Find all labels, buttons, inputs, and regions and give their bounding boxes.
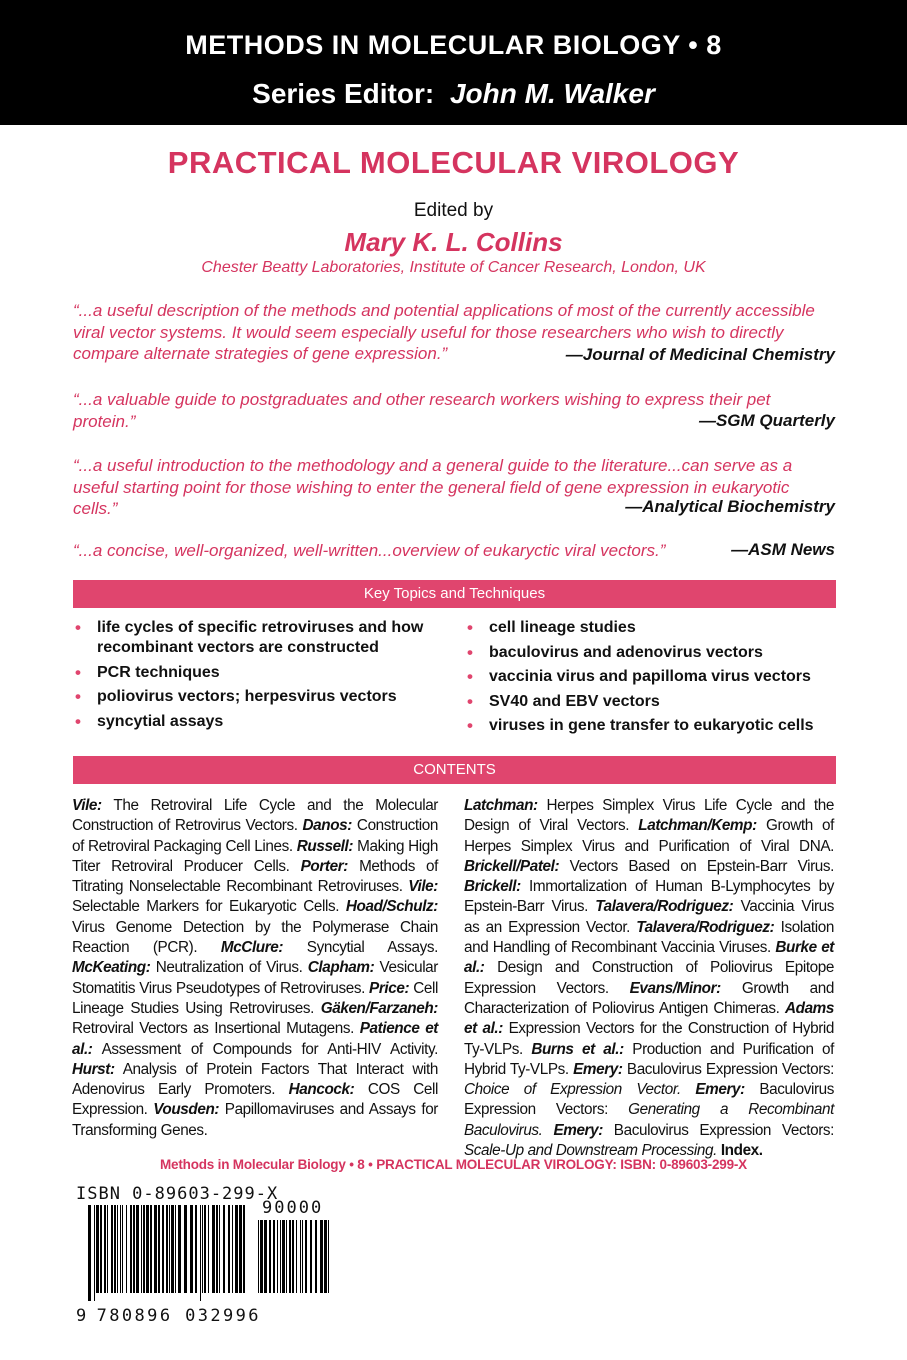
contents-chapter-title: Vaccinia Virus as an Expression Vector. — [464, 898, 834, 936]
contents-author: Vile: — [72, 797, 102, 814]
review-source: —SGM Quarterly — [698, 411, 835, 430]
contents-author: Burns et al.: — [531, 1040, 624, 1058]
barcode-bar — [100, 1205, 102, 1293]
barcode-bar — [104, 1205, 106, 1293]
contents-chapter-title: Syncytial Assays. — [283, 939, 438, 957]
list-item: • baculovirus and adenovirus vectors — [465, 643, 845, 663]
book-title: PRACTICAL MOLECULAR VIROLOGY — [167, 145, 740, 180]
barcode-bar — [235, 1205, 238, 1293]
contents-chapter-title: Production and Purification of Hybrid Ty-VLPs. — [464, 1040, 834, 1078]
list-item: • cell lineage studies — [465, 618, 845, 638]
barcode-bar — [300, 1220, 301, 1293]
barcode-bar — [169, 1205, 170, 1293]
review-quote: “...a useful description of the methods and potential applications of most of the currently accessible viral vector systems. It would seem especially useful for those researchers who wish to directly compare alternate strategies of gene expression.” — [73, 301, 815, 363]
contents-chapter-title: Making High Titer Retroviral Producer Cells. — [72, 837, 438, 875]
barcode-bar — [280, 1220, 281, 1293]
contents-author: Talavera/Rodriguez: — [636, 918, 775, 936]
contents-chapter-title: Design and Construction of Poliovirus Epitope Expression Vectors. — [464, 959, 834, 997]
contents-chapter-title: Retroviral Vectors as Insertional Mutagens. — [72, 1020, 360, 1038]
barcode-bar — [130, 1205, 132, 1293]
contents-author: Latchman: — [464, 797, 538, 814]
contents-chapter-title: Virus Genome Detection by the Polymerase Chain Reaction (PCR). — [72, 918, 438, 957]
review-source: —Journal of Medicinal Chemistry — [565, 345, 835, 364]
contents-chapter-subtitle: Scale-Up and Downstream Processing. — [464, 1142, 717, 1160]
series-title: METHODS IN MOLECULAR BIOLOGY • 8 — [185, 30, 722, 60]
contents-author: Brickell/Patel: — [464, 857, 560, 875]
barcode-bar — [273, 1220, 275, 1293]
contents-author: Emery: — [695, 1081, 745, 1099]
barcode-bar — [133, 1205, 135, 1293]
addon-barcode — [258, 1220, 332, 1301]
barcode-bar — [277, 1220, 278, 1293]
contents-chapter-title: Growth of Herpes Simplex Virus and Purification of Viral DNA. — [464, 817, 834, 855]
review-quote: “...a concise, well-organized, well-written...overview of eukaryctic viral vectors.” — [73, 541, 666, 560]
contents-chapter-title: Baculovirus Expression Vectors: — [464, 1081, 834, 1119]
contents-chapter-title: Isolation and Handling of Recombinant Vaccinia Viruses. — [464, 918, 834, 957]
barcode-bar — [315, 1220, 317, 1293]
list-item: • viruses in gene transfer to eukaryotic cells — [465, 716, 845, 736]
ean-first-digit: 9 — [76, 1306, 89, 1326]
list-item: • poliovirus vectors; herpesvirus vectors — [73, 687, 433, 707]
series-editor-name: John M. Walker — [449, 78, 655, 109]
contents-chapter-title: Immortalization of Human B-Lymphocytes by Epstein-Barr Virus. — [464, 878, 834, 916]
contents-chapter-title: Cell Lineage Studies Using Retroviruses. — [72, 979, 439, 1017]
barcode-bar — [122, 1205, 123, 1293]
barcode-bar — [243, 1205, 245, 1293]
contents-author: McClure: — [220, 939, 284, 957]
barcode-bar — [320, 1220, 323, 1293]
contents-author: Evans/Minor: — [629, 979, 721, 997]
series-isbn-line: Methods in Molecular Biology • 8 • PRACTICAL MOLECULAR VIROLOGY: ISBN: 0-89603-299-X — [160, 1157, 747, 1172]
ean-digits: 780896 032996 — [96, 1306, 261, 1326]
contents-chapter-title: Vectors Based on Epstein-Barr Virus. — [559, 857, 834, 875]
ean-barcode — [88, 1205, 246, 1301]
contents-author: Clapham: — [307, 959, 375, 977]
contents-chapter-title: Assessment of Compounds for Anti-HIV Activity. — [92, 1040, 438, 1058]
contents-author: Burke et al.: — [464, 939, 835, 977]
barcode-bar — [208, 1205, 209, 1293]
contents-author: McKeating: — [72, 959, 151, 977]
barcode-bar — [158, 1205, 160, 1293]
contents-column-right — [464, 796, 834, 1161]
barcode-bar — [117, 1205, 118, 1293]
barcode-bar — [302, 1220, 303, 1293]
contents-author: Hurst: — [72, 1060, 115, 1078]
barcode-bar — [282, 1220, 285, 1293]
barcode-bar — [239, 1205, 242, 1293]
contents-chapter-subtitle: Choice of Expression Vector. — [464, 1081, 681, 1099]
barcode-bar — [111, 1205, 113, 1293]
barcode-bar — [200, 1205, 201, 1301]
contents-column-left — [72, 796, 438, 1141]
contents-chapter-title: Expression Vectors for the Construction of Hybrid Ty-VLPs. — [464, 1020, 834, 1058]
barcode-bar — [310, 1220, 312, 1293]
barcode-bar — [260, 1220, 263, 1293]
barcode-bar — [126, 1205, 127, 1293]
review-quote: “...a valuable guide to postgraduates and other research workers wishing to express their pet protein.” — [73, 390, 771, 431]
contents-author: Latchman/Kemp: — [638, 817, 757, 835]
contents-chapter-title: The Retroviral Life Cycle and the Molecular Construction of Retrovirus Vectors. — [72, 797, 438, 835]
author-name: Mary K. L. Collins — [344, 227, 563, 257]
barcode-bar — [96, 1205, 99, 1293]
contents-author: Talavera/Rodriguez: — [595, 898, 734, 916]
contents-author: Brickell: — [464, 878, 521, 896]
barcode-bar — [212, 1205, 215, 1293]
edited-by: Edited by — [413, 200, 494, 221]
barcode-bar — [146, 1205, 149, 1293]
barcode-bar — [232, 1205, 233, 1293]
contents-chapter-title: Analysis of Protein Factors That Interact with Adenovirus Early Promoters. — [72, 1060, 438, 1099]
author-affiliation: Chester Beatty Laboratories, Institute of Cancer Research, London, UK — [201, 259, 706, 276]
barcode-bar — [107, 1205, 108, 1293]
contents-chapter-title: COS Cell Expression. — [72, 1081, 439, 1119]
barcode-bar — [289, 1220, 291, 1293]
barcode-bar — [166, 1205, 168, 1293]
contents-chapter-title: Growth and Characterization of Poliovirus Antigen Chimeras. — [464, 979, 834, 1017]
series-editor-label: Series Editor: — [252, 78, 435, 109]
barcode-bar — [175, 1205, 176, 1293]
barcode-bar — [94, 1205, 95, 1301]
barcode-bar — [150, 1205, 152, 1293]
contents-chapter-title: Selectable Markers for Eukaryotic Cells. — [72, 898, 346, 916]
barcode-bar — [328, 1220, 329, 1293]
barcode-bar — [136, 1205, 139, 1293]
contents-chapter-title: Vesicular Stomatitis Virus Pseudotypes of Retroviruses. — [72, 959, 438, 997]
contents-author: Adams et al.: — [464, 999, 834, 1038]
barcode-bar — [228, 1205, 230, 1293]
barcode-bar — [88, 1205, 91, 1301]
contents-author: Porter: — [300, 857, 348, 875]
contents-chapter-title: Methods of Titrating Nonselectable Recombinant Retroviruses. — [72, 857, 438, 896]
barcode-bar — [195, 1205, 197, 1293]
barcode-bar — [190, 1205, 193, 1293]
barcode-bar — [258, 1220, 259, 1293]
contents-chapter-title: Papillomaviruses and Assays for Transforming Genes. — [72, 1101, 438, 1139]
contents-author: Gäken/Farzaneh: — [320, 999, 438, 1017]
barcode-bar — [219, 1205, 220, 1293]
contents-author: Emery: — [573, 1060, 623, 1078]
list-item: • vaccinia virus and papilloma virus vectors — [465, 667, 845, 687]
barcode-bar — [292, 1220, 294, 1293]
contents-author: Russell: — [296, 837, 354, 855]
key-topics-heading: Key Topics and Techniques — [73, 580, 836, 608]
contents-index: Index. — [720, 1142, 763, 1160]
barcode-bar — [154, 1205, 157, 1293]
barcode-bar — [141, 1205, 142, 1293]
list-item: • syncytial assays — [73, 712, 433, 732]
contents-author: Hoad/Schulz: — [345, 898, 438, 916]
contents-chapter-title: Herpes Simplex Virus Life Cycle and the Design of Viral Vectors. — [464, 797, 834, 835]
contents-author: Emery: — [553, 1121, 603, 1139]
barcode-bar — [264, 1220, 267, 1293]
barcode-bar — [202, 1205, 203, 1293]
contents-author: Price: — [369, 979, 410, 997]
isbn-text: ISBN 0-89603-299-X — [76, 1184, 279, 1204]
barcode-bar — [120, 1205, 121, 1293]
contents-chapter-title: Construction of Retroviral Packaging Cell Lines. — [72, 817, 438, 855]
barcode-bar — [286, 1220, 287, 1293]
list-item: • life cycles of specific retroviruses and how recombinant vectors are constructed — [73, 618, 433, 658]
barcode-bar — [269, 1220, 271, 1293]
list-item: • SV40 and EBV vectors — [465, 692, 845, 712]
series-editor — [0, 78, 907, 110]
barcode-bar — [296, 1220, 297, 1293]
barcode-bar — [178, 1205, 181, 1293]
contents-chapter-title: Baculovirus Expression Vectors: — [622, 1060, 834, 1078]
review-source: —Analytical Biochemistry — [625, 497, 835, 516]
barcode-bar — [204, 1205, 206, 1293]
contents-author: Vousden: — [153, 1101, 220, 1119]
contents-author: Hancock: — [288, 1081, 355, 1099]
barcode-bar — [305, 1220, 307, 1293]
barcode-bar — [114, 1205, 116, 1293]
barcode-bar — [143, 1205, 145, 1293]
contents-author: Patience et al.: — [72, 1020, 438, 1058]
barcode-bar — [223, 1205, 225, 1293]
series-header — [0, 0, 907, 125]
price-code-text: 90000 — [262, 1198, 324, 1218]
contents-heading: CONTENTS — [73, 756, 836, 784]
contents-author: Danos: — [302, 817, 352, 835]
contents-author: Vile: — [408, 878, 438, 896]
contents-chapter-title: Neutralization of Virus. — [150, 959, 308, 977]
contents-chapter-title: Baculovirus Expression Vectors: — [602, 1121, 834, 1139]
barcode-bar — [171, 1205, 174, 1293]
topics-list-right — [465, 618, 845, 741]
barcode-bar — [184, 1205, 187, 1293]
topics-list-left — [73, 618, 433, 736]
review-source: —ASM News — [731, 540, 835, 559]
ean-number — [76, 1306, 261, 1326]
list-item: • PCR techniques — [73, 663, 433, 683]
barcode-bar — [324, 1220, 327, 1293]
barcode-bar — [216, 1205, 218, 1293]
review-quote: “...a useful introduction to the methodology and a general guide to the literature...can serve as a useful starting point for those wishing to enter the general field of gene expression in eukaryotic cells.” — [73, 456, 793, 518]
barcode-bar — [162, 1205, 164, 1293]
contents-chapter-subtitle: Generating a Recombinant Baculovirus. — [464, 1101, 834, 1139]
